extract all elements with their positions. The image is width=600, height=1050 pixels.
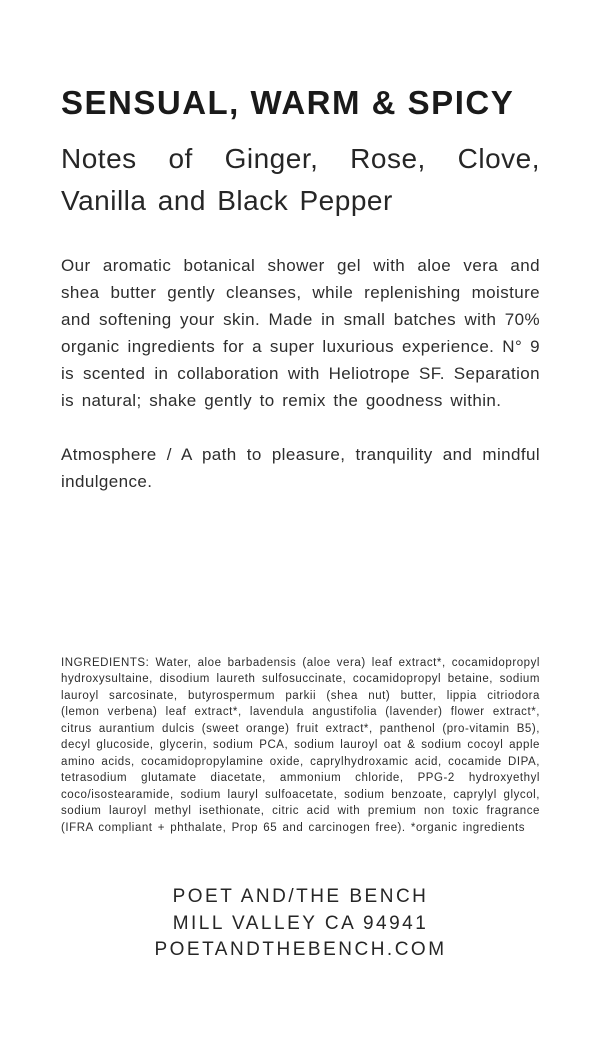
ingredients-list: INGREDIENTS: Water, aloe barbadensis (aloe vera) leaf extract*, cocamidopropyl hydroxysultaine, disodium laureth sulfosuccinate, cocamidopropyl betaine, sodium lauroyl sarcosinate, butyrospermum parkii (shea nut) butter, lippia citriodora (lemon verbena) leaf extract*, lavendula angustifolia (lavender) flower extract*, citrus aurantium dulcis (sweet orange) fruit extract*, panthenol (pro-vitamin B5), decyl glucoside, glycerin, sodium PCA, sodium lauroyl oat & sodium cocoyl apple amino acids, cocamidopropylamine oxide, caprylhydroxamic acid, cocamide DIPA, tetrasodium glutamate diacetate, ammonium chloride, PPG-2 hydroxyethyl coco/isostearamide, sodium lauryl sulfoacetate, sodium benzoate, caprylyl glycol, sodium lauroyl methyl isethionate, citric acid with premium non toxic fragrance (IFRA compliant + phthalate, Prop 65 and carcinogen free). *organic ingredients	[61, 656, 540, 834]
atmosphere-statement: Atmosphere / A path to pleasure, tranquility and mindful indulgence.	[61, 444, 540, 491]
brand-location: MILL VALLEY CA 94941	[172, 912, 429, 934]
product-scent-title: SENSUAL, WARM & SPICY	[61, 84, 515, 121]
brand-name: POET AND/THE BENCH	[172, 886, 429, 908]
brand-website: POETANDTHEBENCH.COM	[154, 939, 447, 961]
brand-footer	[51, 884, 550, 964]
product-description: Our aromatic botanical shower gel with aloe vera and shea butter gently cleanses, while replenishing moisture and softening your skin. Made in small batches with 70% organic ingredients for a super luxurious experience. N° 9 is scented in collaboration with Heliotrope SF. Separation is natural; shake gently to remix the goodness within.	[61, 255, 540, 410]
scent-notes-subtitle: Notes of Ginger, Rose, Clove, Vanilla and Black Pepper	[61, 142, 540, 216]
